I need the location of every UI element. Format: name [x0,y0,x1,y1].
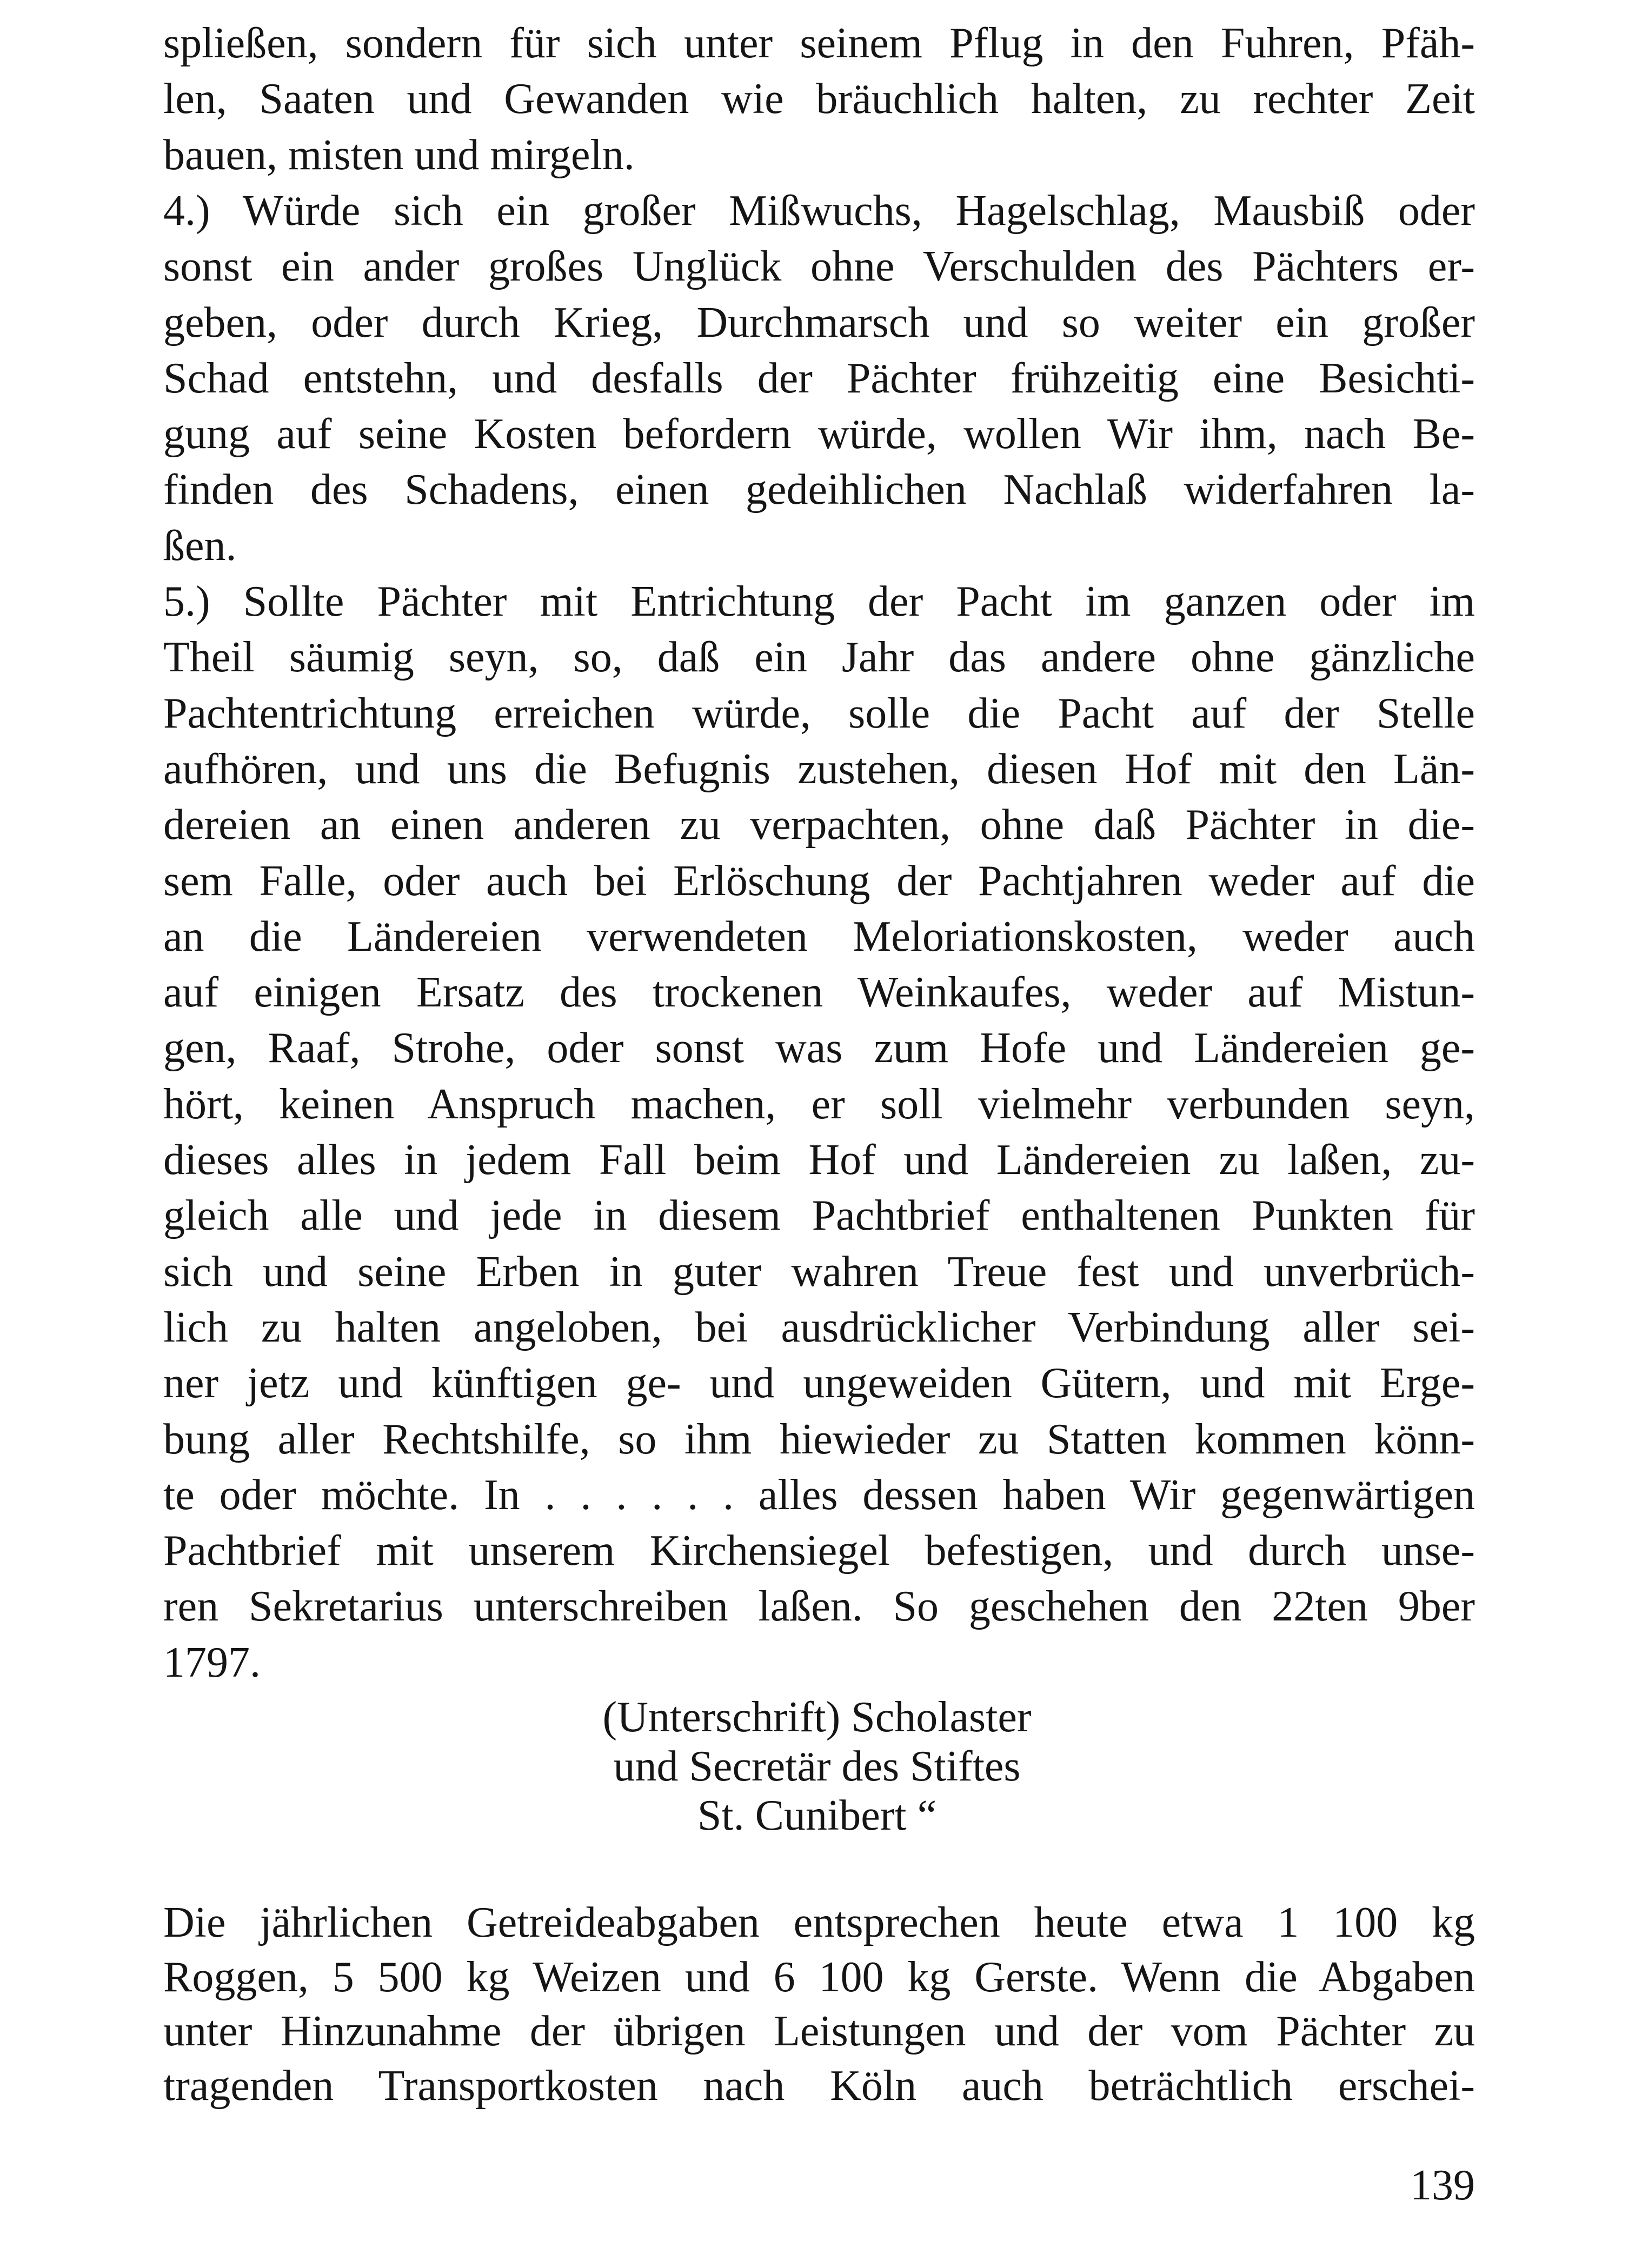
text-line: dereien an einen anderen zu verpachten, ohne daß Pächter in die- [163,801,1475,849]
text-line: Pachtentrichtung erreichen würde, solle die Pacht auf der Stelle [163,689,1475,737]
text-line: 5.) Sollte Pächter mit Entrichtung der Pacht im ganzen oder im [163,578,1475,625]
text-line: auf einigen Ersatz des trockenen Weinkaufes, weder auf Mistun- [163,969,1475,1017]
text-line: spließen, sondern für sich unter seinem Pflug in den Fuhren, Pfäh- [163,19,1475,67]
text-line: Pachtbrief mit unserem Kirchensiegel befestigen, und durch unse- [163,1527,1475,1575]
text-line: ßen. [163,522,237,570]
text-line: dieses alles in jedem Fall beim Hof und Ländereien zu laßen, zu- [163,1136,1475,1184]
text-line: bauen, misten und mirgeln. [163,131,635,179]
text-line: len, Saaten und Gewanden wie bräuchlich halten, zu rechter Zeit [163,75,1475,123]
text-line: gung auf seine Kosten befordern würde, wollen Wir ihm, nach Be- [163,410,1475,458]
text-line: bung aller Rechtshilfe, so ihm hiewieder zu Statten kommen könn- [163,1415,1475,1463]
signature-line: (Unterschrift) Scholaster [602,1693,1032,1741]
text-line: ren Sekretarius unterschreiben laßen. So geschehen den 22ten 9ber [163,1583,1475,1631]
text-line: 1797. [163,1638,261,1686]
paragraph-line: tragenden Transportkosten nach Köln auch beträchtlich erschei- [163,2062,1475,2110]
text-line: geben, oder durch Krieg, Durchmarsch und so weiter ein großer [163,298,1475,346]
text-line: 4.) Würde sich ein großer Mißwuchs, Hagelschlag, Mausbiß oder [163,186,1475,235]
text-line: sich und seine Erben in guter wahren Treue fest und unverbrüch- [163,1248,1475,1296]
text-line: sem Falle, oder auch bei Erlöschung der Pachtjahren weder auf die [163,857,1475,905]
text-line: an die Ländereien verwendeten Meloriationskosten, weder auch [163,912,1475,960]
text-line: gen, Raaf, Strohe, oder sonst was zum Hofe und Ländereien ge- [163,1024,1475,1072]
signature-line: und Secretär des Stiftes [613,1743,1021,1790]
text-line: Schad entstehn, und desfalls der Pächter frühzeitig eine Besichti- [163,354,1475,402]
text-line: Theil säumig seyn, so, daß ein Jahr das andere ohne gänzliche [163,633,1475,682]
text-line: ner jetz und künftigen ge- und ungeweiden Gütern, und mit Erge- [163,1359,1475,1408]
text-line: lich zu halten angeloben, bei ausdrücklicher Verbindung aller sei- [163,1303,1475,1351]
text-line: sonst ein ander großes Unglück ohne Verschulden des Pächters er- [163,243,1475,291]
signature-line: St. Cunibert “ [697,1792,937,1839]
text-line: hört, keinen Anspruch machen, er soll vielmehr verbunden seyn, [163,1080,1475,1128]
paragraph-line: unter Hinzunahme der übrigen Leistungen und der vom Pächter zu [163,2007,1475,2055]
paragraph-line: Roggen, 5 500 kg Weizen und 6 100 kg Gerste. Wenn die Abgaben [163,1953,1475,2001]
text-line: te oder möchte. In . . . . . . alles dessen haben Wir gegenwärtigen [163,1471,1475,1519]
text-line: finden des Schadens, einen gedeihlichen Nachlaß widerfahren la- [163,466,1475,514]
text-line: gleich alle und jede in diesem Pachtbrief enthaltenen Punkten für [163,1192,1475,1240]
text-line: aufhören, und uns die Befugnis zustehen, diesen Hof mit den Län- [163,745,1475,793]
paragraph-line: Die jährlichen Getreideabgaben entsprechen heute etwa 1 100 kg [163,1899,1475,1946]
page-number: 139 [1410,2162,1475,2209]
